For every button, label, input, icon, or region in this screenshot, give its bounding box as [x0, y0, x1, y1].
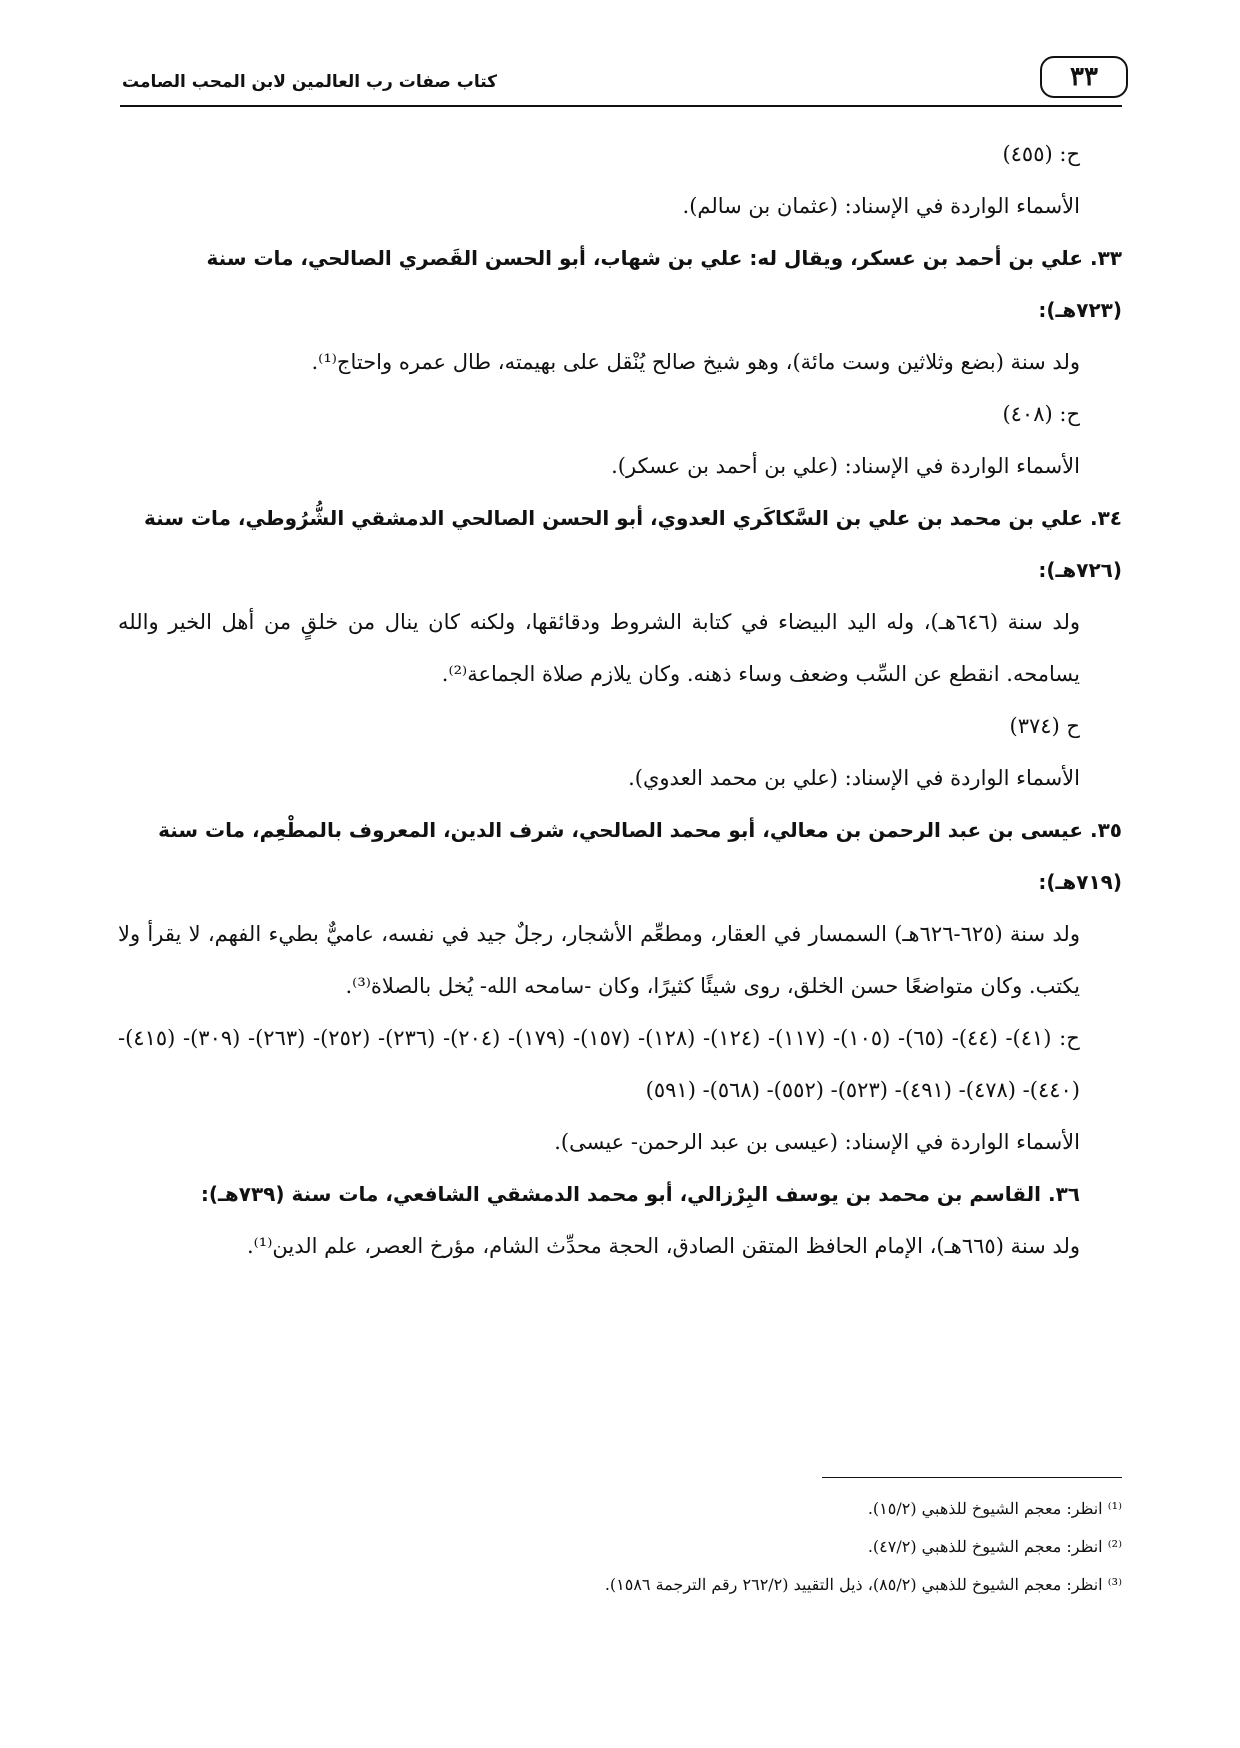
- footnote-3: ⁽³⁾ انظر: معجم الشيوخ للذهبي (٨٥/٢)، ذيل التقييد (٢٦٢/٢ رقم الترجمة ١٥٨٦).: [604, 1575, 1122, 1594]
- header-rule: [120, 105, 1122, 107]
- entry-paragraph: ولد سنة (بضع وثلاثين وست مائة)، وهو شيخ صالح يُنْقل على بهيمته، طال عمره واحتاج⁽¹⁾.: [311, 350, 1080, 374]
- footnote-rule: [822, 1477, 1122, 1478]
- footnote-2: ⁽²⁾ انظر: معجم الشيوخ للذهبي (٤٧/٢).: [867, 1537, 1122, 1556]
- hadith-reference: ح: (٤٥٥): [1002, 142, 1080, 166]
- isnad-names: الأسماء الواردة في الإسناد: (عثمان بن سالم).: [682, 194, 1080, 218]
- entry-heading-35: ٣٥. عيسى بن عبد الرحمن بن معالي، أبو محمد الصالحي، شرف الدين، المعروف بالمطْعِم، مات سنة (٧١٩هـ):: [158, 818, 1122, 894]
- entry-paragraph: ولد سنة (٦٦٥هـ)، الإمام الحافظ المتقن الصادق، الحجة محدِّث الشام، مؤرخ العصر، علم الدين⁽¹⁾.: [246, 1234, 1080, 1258]
- entry-heading-36: ٣٦. القاسم بن محمد بن يوسف البِرْزالي، أبو محمد الدمشقي الشافعي، مات سنة (٧٣٩هـ):: [200, 1182, 1080, 1206]
- entry-paragraph: ولد سنة (٦٤٦هـ)، وله اليد البيضاء في كتابة الشروط ودقائقها، ولكنه كان ينال من خلقٍ من أهل الخير والله يسامحه. انقطع عن السِّب وضعف وساء ذهنه. وكان يلازم صلاة الجماعة⁽²⁾.: [118, 610, 1080, 686]
- hadith-reference: ح (٣٧٤): [1009, 714, 1080, 738]
- entry-heading-33: ٣٣. علي بن أحمد بن عسكر، ويقال له: علي بن شهاب، أبو الحسن القَصري الصالحي، مات سنة (٧٢٣هـ):: [206, 246, 1122, 322]
- entry-paragraph: ولد سنة (٦٢٥-٦٢٦هـ) السمسار في العقار، ومطعِّم الأشجار، رجلٌ جيد في نفسه، عاميٌّ بطيء الفهم، لا يقرأ ولا يكتب. وكان متواضعًا حسن الخلق، روى شيئًا كثيرًا، وكان -سامحه الله- يُخل بالصلاة⁽³⁾.: [118, 922, 1080, 998]
- running-title: كتاب صفات رب العالمين لابن المحب الصامت: [122, 72, 498, 92]
- body-text: [118, 128, 1122, 1272]
- page-number: ٣٣: [1040, 56, 1128, 98]
- hadith-reference-list: ح: (٤١)- (٤٤)- (٦٥)- (١٠٥)- (١١٧)- (١٢٤)- (١٢٨)- (١٥٧)- (١٧٩)- (٢٠٤)- (٢٣٦)- (٢٥٢)- (٢٦٣)- (٣٠٩)- (٤١٥)- (٤٤٠)- (٤٧٨)- (٤٩١)- (٥٢٣)- (٥٥٢)- (٥٦٨)- (٥٩١): [118, 1026, 1080, 1102]
- isnad-names: الأسماء الواردة في الإسناد: (عيسى بن عبد الرحمن- عيسى).: [554, 1130, 1080, 1154]
- hadith-reference: ح: (٤٠٨): [1002, 402, 1080, 426]
- entry-heading-34: ٣٤. علي بن محمد بن علي بن السَّكاكَري العدوي، أبو الحسن الصالحي الدمشقي الشُّرُوطي، مات سنة (٧٢٦هـ):: [144, 506, 1122, 582]
- footnotes: [118, 1490, 1122, 1604]
- isnad-names: الأسماء الواردة في الإسناد: (علي بن أحمد بن عسكر).: [611, 454, 1080, 478]
- isnad-names: الأسماء الواردة في الإسناد: (علي بن محمد العدوي).: [628, 766, 1080, 790]
- footnote-1: ⁽¹⁾ انظر: معجم الشيوخ للذهبي (١٥/٢).: [867, 1499, 1122, 1518]
